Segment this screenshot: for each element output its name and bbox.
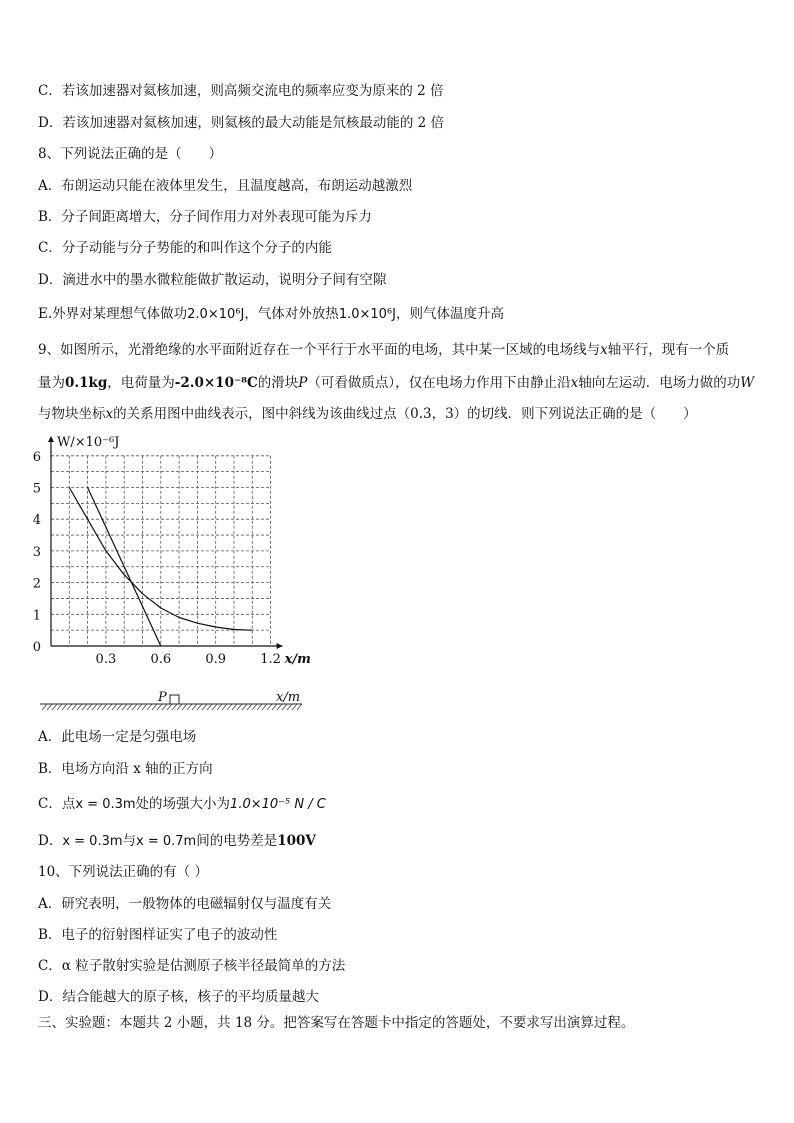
hatch-mark (247, 704, 252, 710)
q8-option-c: C．分子动能与分子势能的和叫作这个分子的内能 (38, 240, 332, 256)
q9-stem-text4: ，电荷量为 (107, 375, 175, 391)
hatch-mark (252, 704, 257, 710)
q9-stem-text7: 轴向左运动．电场力做的功 (578, 375, 741, 391)
q8-option-e (38, 305, 504, 324)
q9-stem-text5: 的滑块 (257, 375, 299, 391)
track-hatching (42, 704, 302, 710)
hatch-mark (72, 704, 77, 710)
hatch-mark (132, 704, 137, 710)
y-tick-label: 1 (32, 608, 41, 624)
x-tick-label: 0.3 (95, 652, 117, 667)
x-tick-label: 0.6 (150, 652, 172, 667)
q7-option-d: D．若该加速器对氦核加速，则氦核的最大动能是氘核最动能的 2 倍 (38, 115, 444, 131)
q9-option-b: B．电场方向沿 x 轴的正方向 (38, 761, 213, 777)
y-tick-label: 2 (32, 576, 41, 592)
q9-x-var2: x (570, 375, 579, 391)
hatch-mark (122, 704, 127, 710)
q9-stem-text1: 9、如图所示，光滑绝缘的水平面附近存在一个平行于水平面的电场，其中某一区域的电场线与 (38, 342, 601, 358)
hatch-mark (107, 704, 112, 710)
q9-option-d (38, 832, 316, 851)
hatch-mark (227, 704, 232, 710)
x-tick-label: 0.9 (205, 652, 227, 667)
hatch-mark (47, 704, 52, 710)
q9-d-pre: D． (38, 833, 63, 849)
hatch-mark (62, 704, 67, 710)
hatch-mark (192, 704, 197, 710)
hatch-mark (207, 704, 212, 710)
hatch-mark (102, 704, 107, 710)
hatch-mark (142, 704, 147, 710)
hatch-mark (232, 704, 237, 710)
q9-stem-text9: 的关系用图中曲线表示，图中斜线为该曲线过点（0.3，3）的切线．则下列说法正确的是（ ） (113, 406, 697, 422)
hatch-mark (242, 704, 247, 710)
hatch-mark (127, 704, 132, 710)
hatch-mark (262, 704, 267, 710)
y-tick-label: 6 (32, 449, 41, 465)
hatch-mark (112, 704, 117, 710)
hatch-mark (147, 704, 152, 710)
track-label-p: P (158, 690, 167, 705)
hatch-mark (177, 704, 182, 710)
q8-e-val1: 2.0×10⁶J (187, 307, 245, 322)
hatch-mark (137, 704, 142, 710)
hatch-mark (77, 704, 82, 710)
hatch-mark (42, 704, 47, 710)
x-tick-label: 1.2 (260, 652, 281, 667)
q8-e-post: ，则气体温度升高 (395, 306, 504, 322)
q9-c-pre: C．点 (38, 796, 76, 812)
y-tick-label: 3 (32, 544, 41, 560)
q9-stem-line1 (38, 341, 729, 359)
hatch-mark (97, 704, 102, 710)
hatch-mark (117, 704, 122, 710)
q8-stem: 8、下列说法正确的是（ ） (38, 146, 223, 162)
hatch-mark (267, 704, 272, 710)
x-axis-label: x/m (284, 652, 311, 667)
hatch-mark (167, 704, 172, 710)
hatch-mark (257, 704, 262, 710)
y-axis-label: W/×10⁻⁶J (57, 435, 120, 450)
q8-e-mid: ，气体对外放热 (244, 306, 339, 322)
hatch-mark (152, 704, 157, 710)
hatch-mark (172, 704, 177, 710)
hatch-mark (52, 704, 57, 710)
hatch-mark (67, 704, 72, 710)
q9-option-a: A．此电场一定是匀强电场 (38, 729, 197, 745)
q9-option-c (38, 795, 326, 814)
q9-stem-line2 (38, 374, 754, 392)
hatch-mark (92, 704, 97, 710)
q9-d-post: 间的电势差是 (196, 833, 278, 849)
hatch-mark (187, 704, 192, 710)
q8-option-a: A．布朗运动只能在液体里发生，且温度越高，布朗运动越激烈 (38, 178, 413, 194)
q10-stem: 10、下列说法正确的有（ ） (38, 864, 208, 880)
q9-d-val: 100V (277, 833, 316, 849)
q10-option-c: C．α 粒子散射实验是估测原子核半径最简单的方法 (38, 958, 346, 974)
hatch-mark (202, 704, 207, 710)
q7-option-c: C．若该加速器对氦核加速，则高频交流电的频率应变为原来的 2 倍 (38, 83, 444, 99)
hatch-mark (82, 704, 87, 710)
hatch-mark (217, 704, 222, 710)
q9-x-var3: x (105, 406, 114, 422)
hatch-mark (87, 704, 92, 710)
q9-d-mid: 与 (122, 833, 137, 849)
work-position-chart (30, 432, 320, 667)
y-axis-arrow (48, 436, 54, 442)
q9-d-math1: x = 0.3m (62, 834, 123, 849)
q9-stem-text8: 与物块坐标 (38, 406, 106, 422)
q8-option-d: D．滴进水中的墨水微粒能做扩散运动，说明分子间有空隙 (38, 272, 387, 288)
x-axis-arrow (277, 643, 283, 649)
hatch-mark (57, 704, 62, 710)
q8-e-val2: 1.0×10⁶J (338, 307, 396, 322)
q10-option-d: D．结合能越大的原子核，核子的平均质量越大 (38, 989, 319, 1005)
q9-d-math2: x = 0.7m (136, 834, 197, 849)
hatch-mark (212, 704, 217, 710)
track-label-x: x/m (276, 690, 301, 705)
y-tick-label: 0 (32, 640, 41, 655)
hatch-mark (197, 704, 202, 710)
slider-track-diagram (36, 688, 316, 716)
q9-stem-text2: 轴平行，现有一个质 (607, 342, 730, 358)
q9-c-val: 1.0×10⁻⁵ N / C (230, 797, 326, 812)
hatch-mark (222, 704, 227, 710)
q9-mass: 0.1kg (65, 375, 108, 391)
y-tick-label: 4 (32, 513, 41, 529)
q9-p-var: P (298, 375, 308, 391)
q9-charge: -2.0×10⁻⁸C (174, 375, 258, 391)
q10-option-b: B．电子的衍射图样证实了电子的波动性 (38, 927, 278, 943)
q8-e-pre: E.外界对某理想气体做功 (38, 306, 188, 322)
q8-option-b: B．分子间距离增大，分子间作用力对外表现可能为斥力 (38, 209, 372, 225)
q10-option-a: A．研究表明，一般物体的电磁辐射仅与温度有关 (38, 896, 332, 912)
q9-stem-text3: 量为 (38, 375, 65, 391)
q9-stem-line3 (38, 405, 697, 423)
y-tick-label: 5 (32, 481, 41, 497)
q9-w-var: W (740, 375, 755, 391)
slider-block (170, 695, 179, 704)
section-3-heading: 三、实验题：本题共 2 小题，共 18 分。把答案写在答题卡中指定的答题处，不要求写出演算过程。 (38, 1015, 635, 1031)
hatch-mark (237, 704, 242, 710)
q9-c-mid: 处的场强大小为 (135, 796, 231, 812)
q9-x-var: x (600, 342, 608, 358)
q9-c-math: x = 0.3m (75, 797, 136, 812)
q9-stem-text6: （可看做质点），仅在电场力作用下由静止沿 (307, 375, 571, 391)
hatch-mark (182, 704, 187, 710)
